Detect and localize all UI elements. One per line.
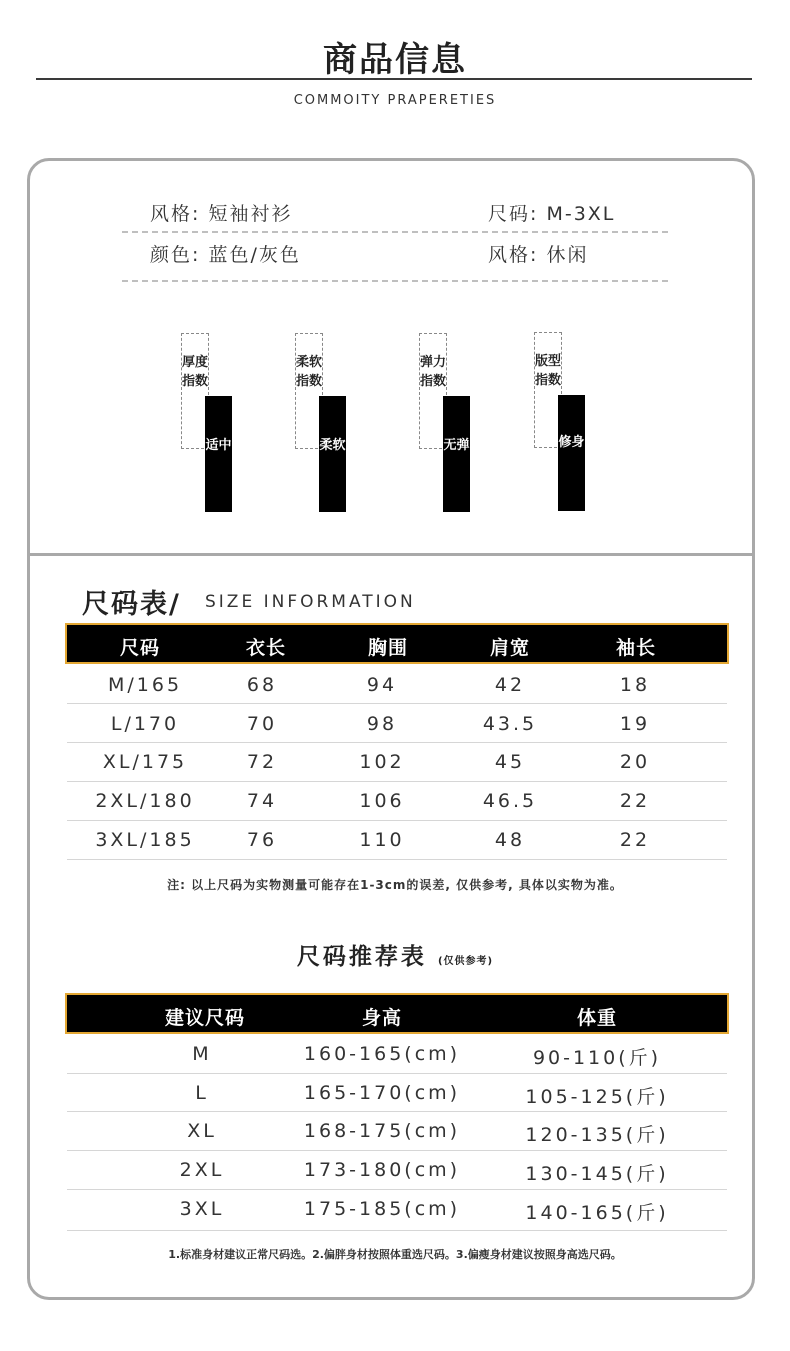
table-cell: 130-145(斤) <box>525 1163 669 1185</box>
table-cell: L/170 <box>110 713 180 735</box>
table-cell: 72 <box>246 751 278 773</box>
table-cell: 175-185(cm) <box>303 1198 461 1220</box>
table-cell: 106 <box>359 790 405 812</box>
table-cell: 168-175(cm) <box>303 1120 461 1142</box>
style2-attribute: 风格: 休闲 <box>488 244 589 266</box>
index-value: 柔软 <box>319 438 346 453</box>
table-cell: 3XL/185 <box>95 829 195 851</box>
table-row <box>67 1190 727 1228</box>
size-table-note: 注: 以上尺码为实物测量可能存在1-3cm的误差, 仅供参考, 具体以实物为准。 <box>167 878 623 892</box>
recommend-table-note: 1.标准身材建议正常尺码选。2.偏胖身材按照体重选尺码。3.偏瘦身材建议按照身高选尺码。 <box>168 1248 622 1261</box>
table-cell: 2XL <box>179 1159 225 1181</box>
table-cell: 22 <box>619 790 651 812</box>
index-name: 版型指数 <box>534 354 561 388</box>
table-cell: M <box>192 1043 212 1065</box>
table-row <box>67 705 727 743</box>
title-divider <box>36 78 752 80</box>
size-table-header <box>65 623 729 664</box>
table-cell: 94 <box>366 674 398 696</box>
table-cell: 2XL/180 <box>95 790 195 812</box>
table-row <box>67 821 727 859</box>
page-subtitle: COMMOITY PRAPERETIES <box>293 93 497 108</box>
recommend-title-text: 尺码推荐表 <box>296 944 427 970</box>
table-cell: 42 <box>494 674 526 696</box>
index-name: 弹力指数 <box>419 355 446 389</box>
table-cell: L <box>195 1082 209 1104</box>
card-section-divider <box>27 553 755 556</box>
page-title: 商品信息 <box>323 40 467 80</box>
table-cell: 18 <box>619 674 651 696</box>
elasticity-index <box>419 333 479 513</box>
softness-index <box>295 333 355 513</box>
table-cell: 46.5 <box>482 790 538 812</box>
table-cell: 90-110(斤) <box>532 1047 662 1069</box>
recommend-title-note: (仅供参考) <box>437 956 494 967</box>
index-name: 厚度指数 <box>181 355 208 389</box>
style-attribute: 风格: 短袖衬衫 <box>150 203 293 225</box>
size-table-subtitle: SIZE INFORMATION <box>205 592 416 612</box>
table-cell: 68 <box>246 674 278 696</box>
size-attribute: 尺码: M-3XL <box>488 203 616 225</box>
table-cell: 20 <box>619 751 651 773</box>
table-cell: 160-165(cm) <box>303 1043 461 1065</box>
table-row <box>67 782 727 820</box>
index-value: 无弹 <box>443 438 470 453</box>
info-dash-line <box>122 280 668 282</box>
table-cell: 43.5 <box>482 713 538 735</box>
header-cell: 胸围 <box>367 637 408 659</box>
table-row <box>67 666 727 704</box>
header-cell: 建议尺码 <box>164 1007 245 1029</box>
header-cell: 袖长 <box>615 637 656 659</box>
header-cell: 身高 <box>361 1007 402 1029</box>
table-cell: 70 <box>246 713 278 735</box>
recommend-table-header <box>65 993 729 1034</box>
color-attribute: 颜色: 蓝色/灰色 <box>150 244 301 266</box>
row-divider <box>67 703 727 704</box>
index-value-bar <box>558 395 585 511</box>
table-cell: 74 <box>246 790 278 812</box>
table-cell: M/165 <box>107 674 183 696</box>
table-cell: 173-180(cm) <box>303 1159 461 1181</box>
index-name: 柔软指数 <box>295 355 322 389</box>
info-dash-line <box>122 231 668 233</box>
table-row <box>67 743 727 781</box>
header-cell: 体重 <box>576 1007 617 1029</box>
table-cell: 76 <box>246 829 278 851</box>
table-cell: 102 <box>359 751 405 773</box>
index-value: 适中 <box>205 438 232 453</box>
fit-index <box>534 332 594 512</box>
header-cell: 肩宽 <box>489 637 530 659</box>
table-row <box>67 1112 727 1150</box>
table-cell: 22 <box>619 829 651 851</box>
table-cell: 98 <box>366 713 398 735</box>
table-cell: 120-135(斤) <box>525 1124 669 1146</box>
size-table-title: 尺码表/ <box>82 589 181 620</box>
table-cell: XL <box>187 1120 217 1142</box>
table-cell: 105-125(斤) <box>525 1086 669 1108</box>
table-cell: 3XL <box>179 1198 225 1220</box>
table-row <box>67 1151 727 1189</box>
table-row <box>67 1074 727 1112</box>
recommend-table-title <box>0 938 790 971</box>
row-divider <box>67 859 727 860</box>
table-cell: 140-165(斤) <box>525 1202 669 1224</box>
index-value: 修身 <box>558 435 585 450</box>
table-cell: 110 <box>359 829 405 851</box>
table-cell: 48 <box>494 829 526 851</box>
header-cell: 衣长 <box>245 637 286 659</box>
table-cell: 45 <box>494 751 526 773</box>
table-cell: XL/175 <box>102 751 188 773</box>
table-cell: 165-170(cm) <box>303 1082 461 1104</box>
thickness-index <box>181 333 241 513</box>
table-cell: 19 <box>619 713 651 735</box>
header-cell: 尺码 <box>119 637 160 659</box>
row-divider <box>67 1230 727 1231</box>
table-row <box>67 1035 727 1073</box>
